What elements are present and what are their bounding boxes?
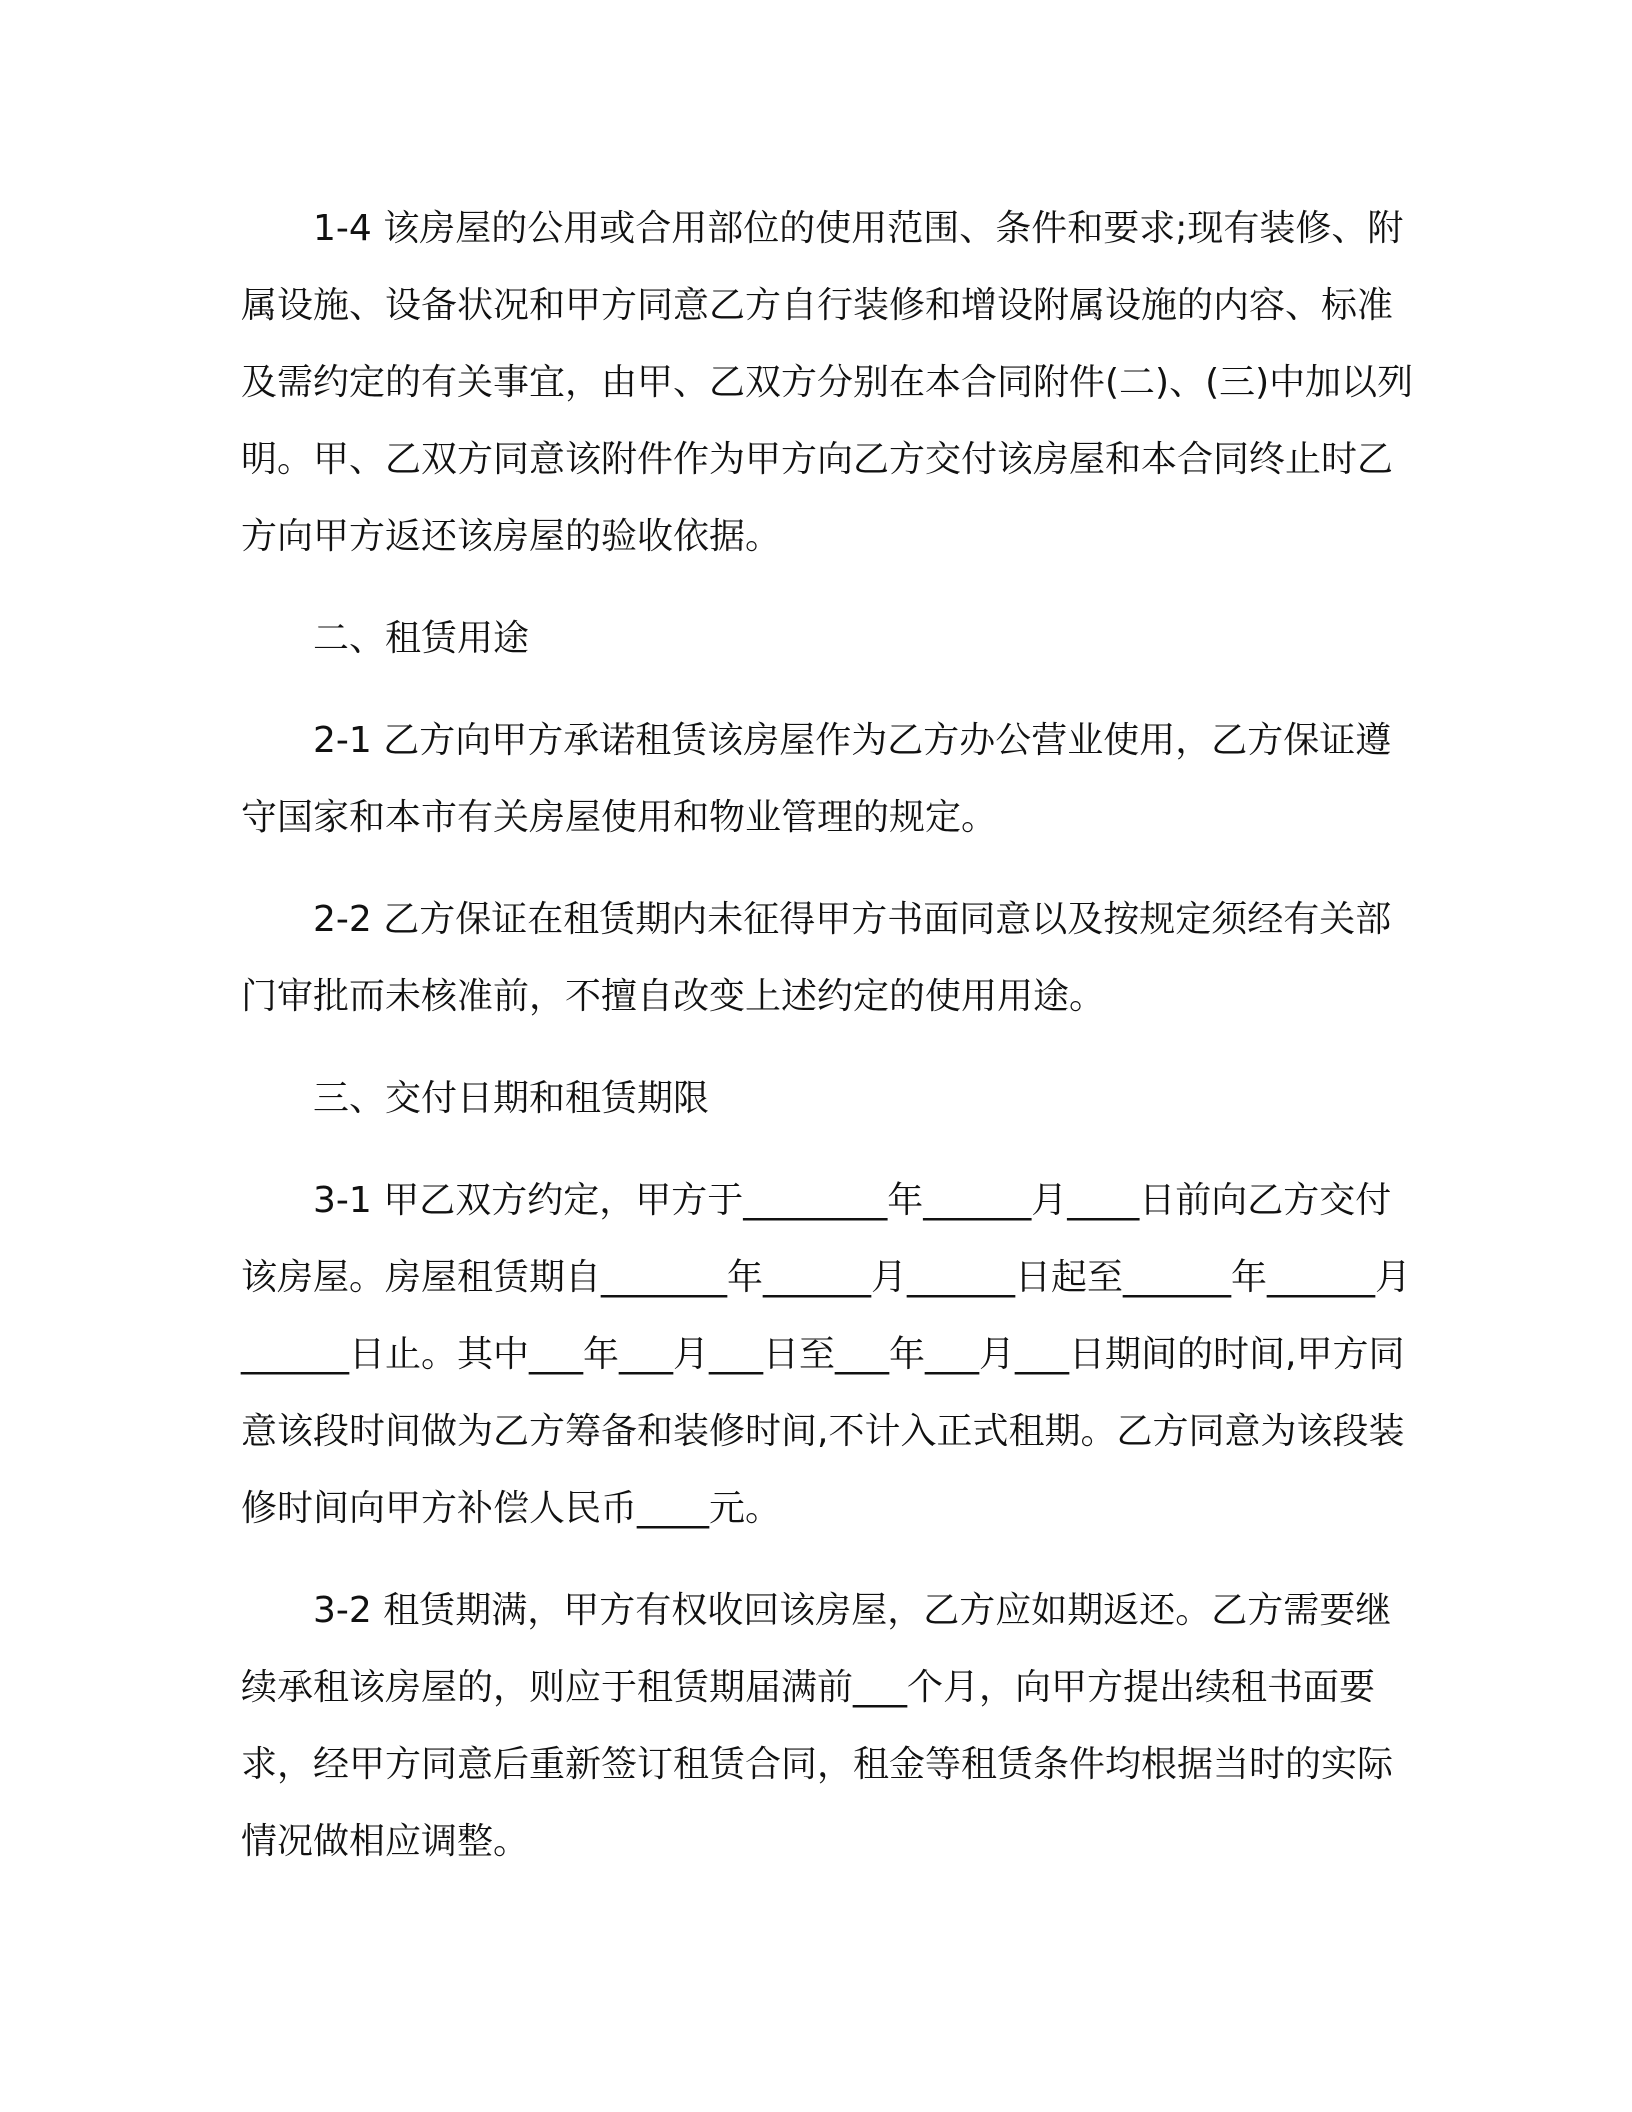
clause-3-2: 3-2 租赁期满，甲方有权收回该房屋，乙方应如期返还。乙方需要继续承租该房屋的，则应于租赁期届满前___个月，向甲方提出续租书面要求，经甲方同意后重新签订租赁合同，租金等租赁条件均根据当时的实际情况做相应调整。 [241,1590,1394,1862]
section-heading-delivery-and-term: 三、交付日期和租赁期限 [313,1078,710,1119]
section-heading-lease-purpose: 二、租赁用途 [313,618,530,659]
document-body [241,190,1416,1905]
clause-2-1: 2-1 乙方向甲方承诺租赁该房屋作为乙方办公营业使用，乙方保证遵守国家和本市有关房屋使用和物业管理的规定。 [241,720,1392,838]
clause-2-2: 2-2 乙方保证在租赁期内未征得甲方书面同意以及按规定须经有关部门审批而未核准前，不擅自改变上述约定的使用用途。 [241,899,1392,1017]
clause-3-1: 3-1 甲乙双方约定，甲方于________年______月____日前向乙方交付该房屋。房屋租赁期自_______年______月______日起至______年______月______日止。其中___年___月___日至___年___月___日期间的时间,甲方同意该段时间做为乙方筹备和装修时间,不计入正式租期。乙方同意为该段装修时间向甲方补偿人民币____元。 [241,1180,1412,1529]
clause-1-4: 1-4 该房屋的公用或合用部位的使用范围、条件和要求;现有装修、附属设施、设备状况和甲方同意乙方自行装修和增设附属设施的内容、标准及需约定的有关事宜，由甲、乙双方分别在本合同附件(二)、(三)中加以列明。甲、乙双方同意该附件作为甲方向乙方交付该房屋和本合同终止时乙方向甲方返还该房屋的验收依据。 [241,208,1414,557]
